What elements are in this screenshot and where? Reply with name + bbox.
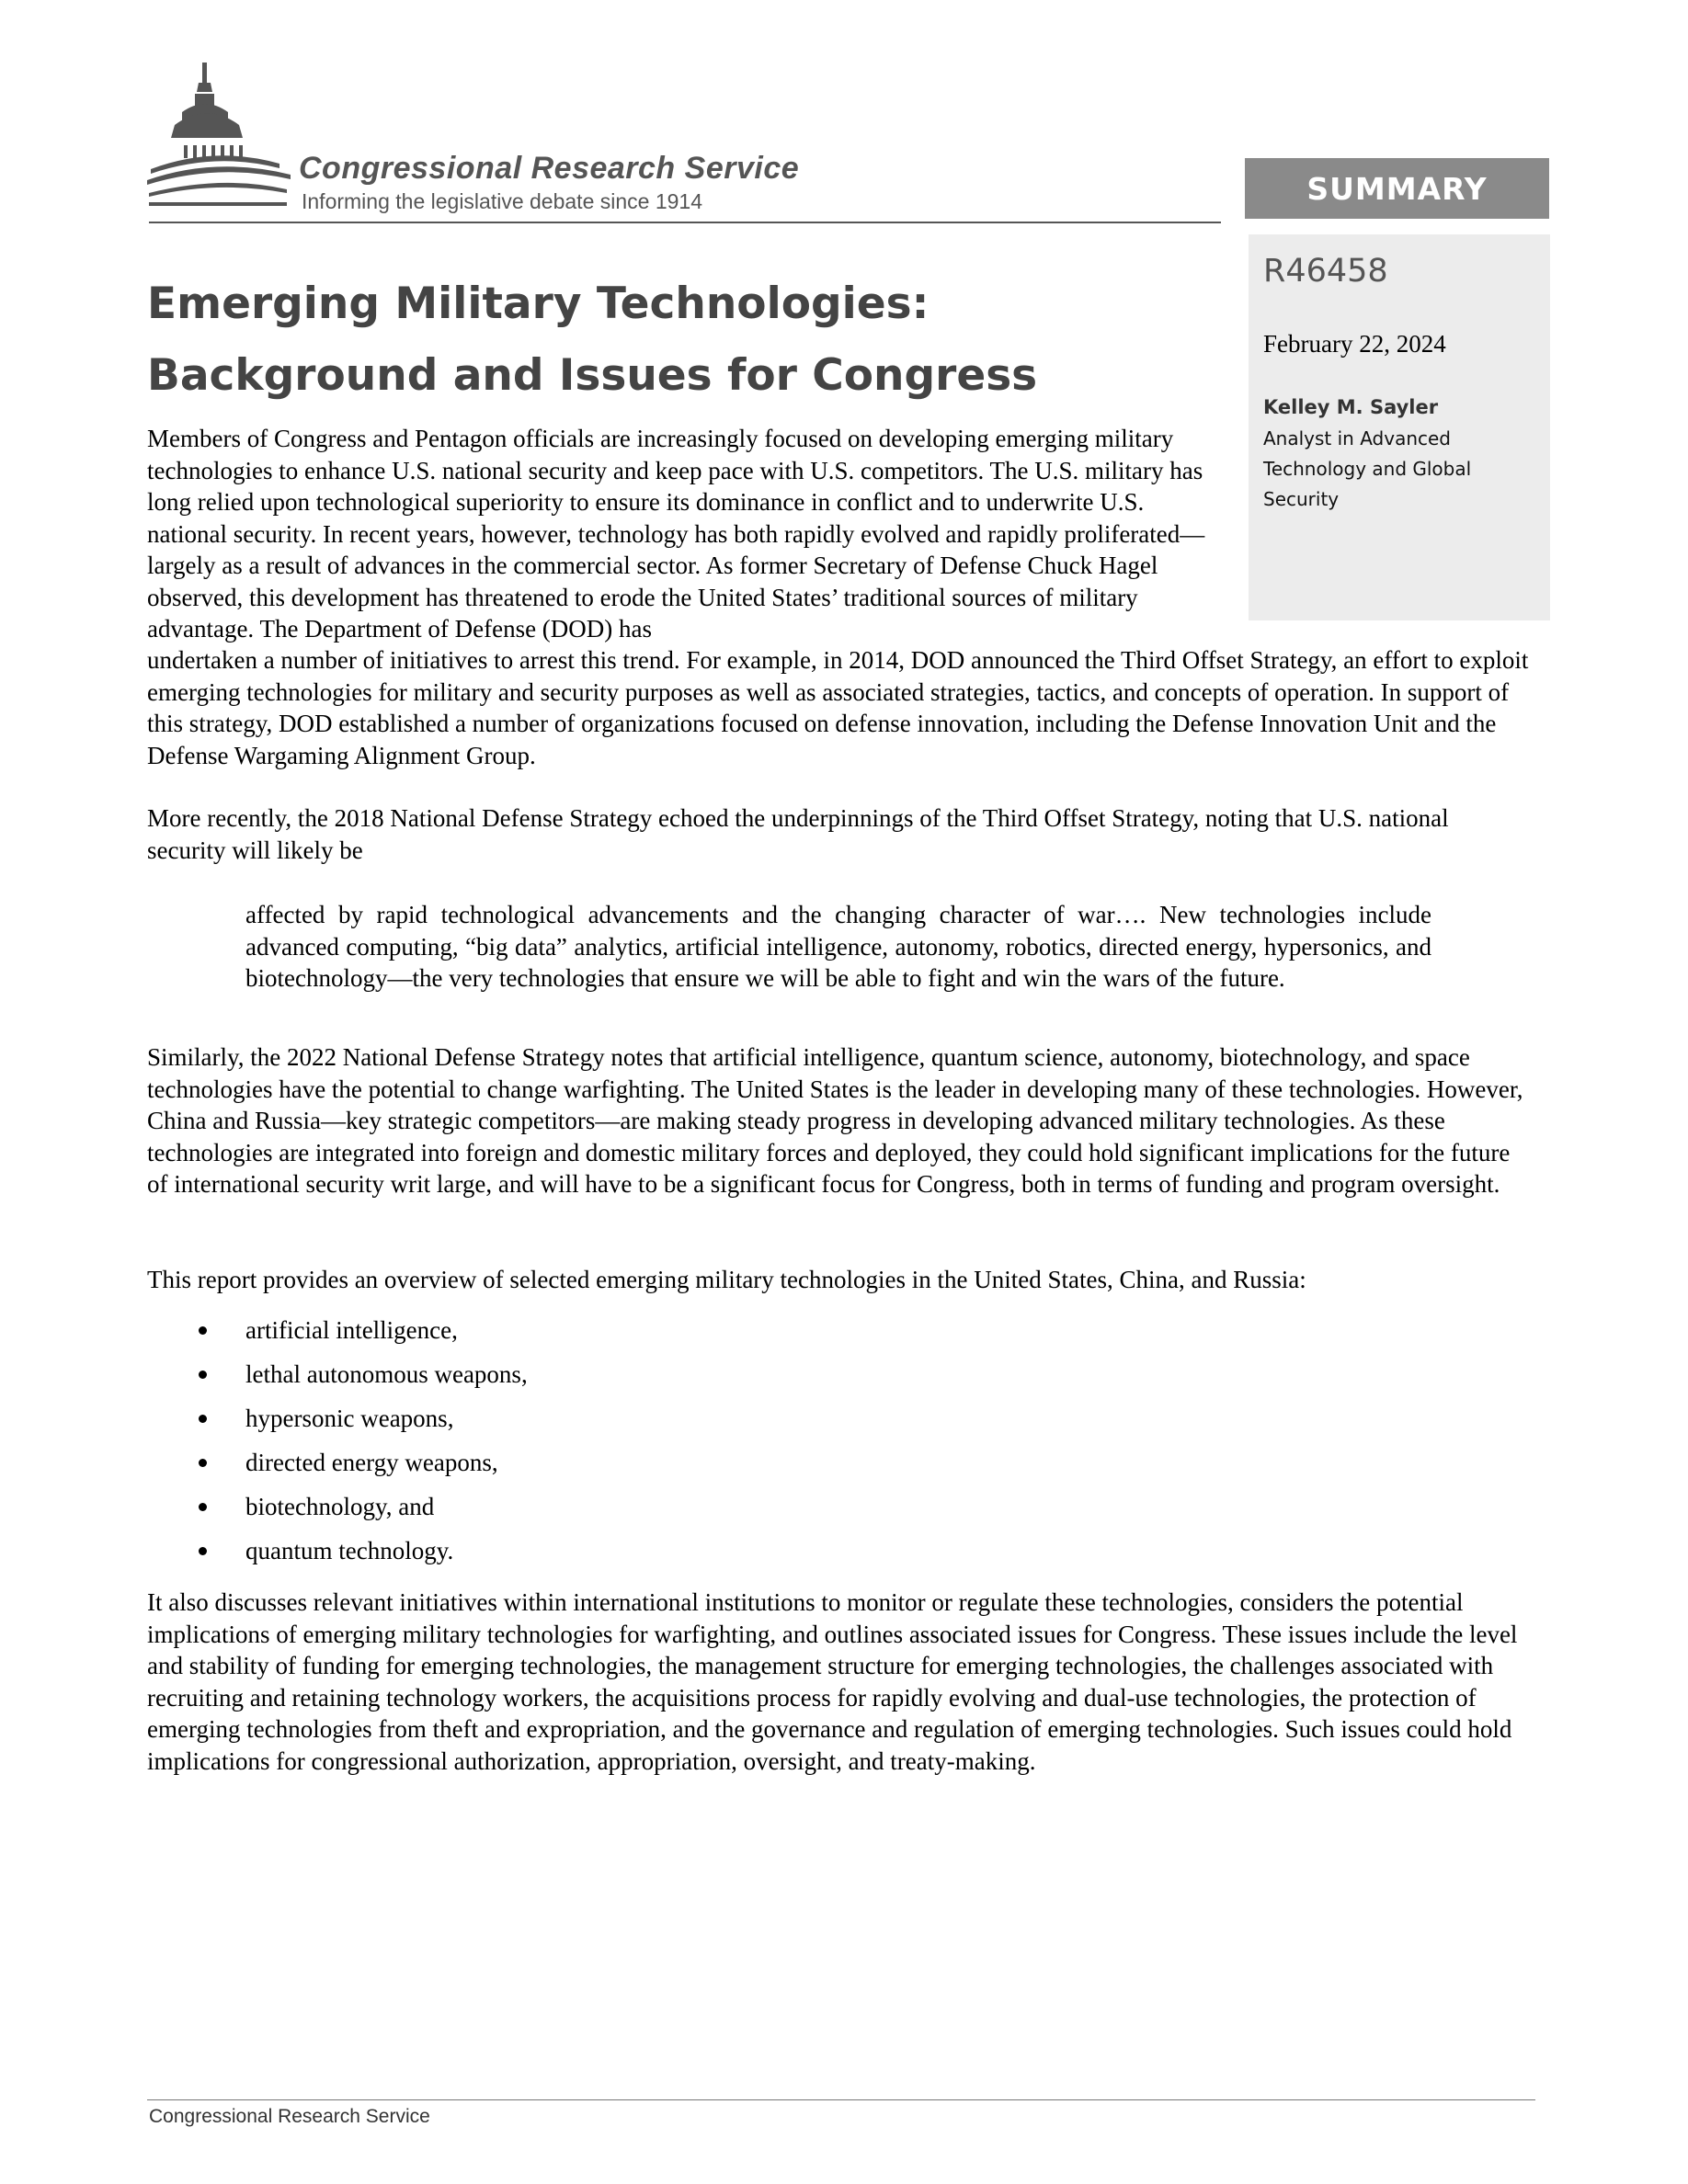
header-divider [149,222,1221,223]
bullet-icon [199,1503,207,1511]
footer-text: Congressional Research Service [149,2106,430,2127]
page-title [147,268,1214,412]
bullet-icon [199,1547,207,1555]
report-date: February 22, 2024 [1263,330,1446,358]
list-item: artificial intelligence, [147,1314,528,1359]
bullet-icon [199,1415,207,1423]
nds-2018-paragraph: More recently, the 2018 National Defense Strategy echoed the underpinnings of the Third Offset Strategy, noting that U.S. national security will likely be [147,804,1449,864]
author-title: Analyst in Advanced Technology and Global Security [1263,427,1472,510]
list-item: hypersonic weapons, [147,1403,528,1447]
block-quote: affected by rapid technological advancements and the changing character of war…. New technologies include advanced computing, “big data” analytics, artificial intelligence, autonomy, robotics, directed energy, hypersonics, and biotechnology—the very technologies that ensure we will be able to fight and win the wars of the future. [245,901,1431,992]
bullet-icon [199,1326,207,1335]
capitol-dome-icon [147,57,294,213]
report-info-sidebar [1249,234,1550,620]
issues-paragraph: It also discusses relevant initiatives within international institutions to monitor or regulate these technologies, considers the potential implications of emerging military technologies for warfighting, and outlines associated issues for Congress. These issues include the level and stability of funding for emerging technologies, the management structure for emerging technologies, the challenges associated with recruiting and retaining technology workers, the acquisitions process for rapidly evolving and dual-use technologies, the protection of emerging technologies from theft and expropriation, and the governance and regulation of emerging technologies. Such issues could hold implications for congressional authorization, appropriation, oversight, and treaty-making. [147,1588,1518,1775]
list-item: quantum technology. [147,1535,528,1579]
title-line-2: Background and Issues for Congress [147,350,1038,401]
org-tagline: Informing the legislative debate since 1914 [302,189,703,213]
list-item: lethal autonomous weapons, [147,1359,528,1403]
technology-list [147,1314,528,1579]
overview-paragraph: This report provides an overview of selected emerging military technologies in the United States, China, and Russia: [147,1266,1306,1293]
org-name: Congressional Research Service [299,151,800,186]
bullet-icon [199,1459,207,1467]
crs-logo [147,57,1223,224]
intro-paragraph-part-1: Members of Congress and Pentagon officials are increasingly focused on developing emerging military technologies to enhance U.S. national security and keep pace with U.S. competitors. The U.S. military has long relied upon technological superiority to ensure its dominance in conflict and to underwrite U.S. national security. In recent years, however, technology has both rapidly evolved and rapidly proliferated—largely as a result of advances in the commercial sector. As former Secretary of Defense Chuck Hagel observed, this development has threatened to erode the United States’ traditional sources of military advantage. The Department of Defense (DOD) has [147,425,1205,643]
list-item: directed energy weapons, [147,1447,528,1491]
author-name: Kelley M. Sayler [1263,396,1439,418]
nds-2022-paragraph: Similarly, the 2022 National Defense Strategy notes that artificial intelligence, quantum science, autonomy, biotechnology, and space technologies have the potential to change warfighting. The United States is the leader in developing many of these technologies. However, China and Russia—key strategic competitors—are making steady progress in developing advanced military technologies. As these technologies are integrated into foreign and domestic military forces and deployed, they could hold significant implications for the future of international security writ large, and will have to be a significant focus for Congress, both in terms of funding and program oversight. [147,1043,1523,1198]
title-line-1: Emerging Military Technologies: [147,279,930,329]
summary-label: SUMMARY [1245,158,1549,219]
report-number: R46458 [1263,253,1388,290]
bullet-icon [199,1371,207,1379]
list-item: biotechnology, and [147,1491,528,1535]
footer-divider [147,2099,1535,2100]
intro-paragraph-part-2: undertaken a number of initiatives to arrest this trend. For example, in 2014, DOD announced the Third Offset Strategy, an effort to exploit emerging technologies for military and security purposes as well as associated strategies, tactics, and concepts of operation. In support of this strategy, DOD established a number of organizations focused on defense innovation, including the Defense Innovation Unit and the Defense Wargaming Alignment Group. [147,646,1529,769]
